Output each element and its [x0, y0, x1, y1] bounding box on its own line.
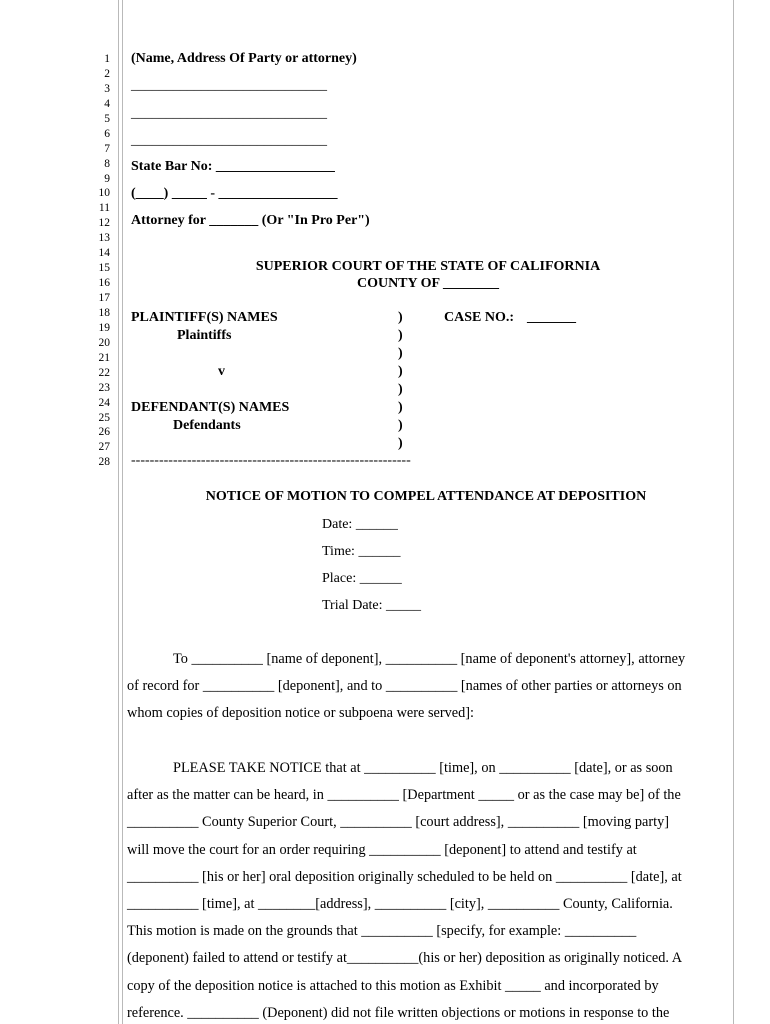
- paragraph-addressees: [127, 646, 719, 728]
- address-blank-3: ____________________________: [131, 133, 327, 148]
- left-margin-rule: [118, 0, 119, 1024]
- line-number: 25: [98, 411, 110, 424]
- line-number: 22: [98, 366, 110, 379]
- line-numbers: [90, 52, 110, 470]
- defendant-names: DEFENDANT(S) NAMES: [131, 400, 290, 415]
- line-number: 26: [98, 426, 110, 439]
- right-margin-rule: [733, 0, 734, 1024]
- line-number: 10: [98, 187, 110, 200]
- line-number: 15: [98, 262, 110, 275]
- hearing-date: Date: ______: [322, 517, 398, 532]
- state-bar-number: State Bar No: _________________: [131, 159, 335, 174]
- line-number: 24: [98, 396, 110, 409]
- caption-paren: ): [398, 310, 403, 325]
- court-name: SUPERIOR COURT OF THE STATE OF CALIFORNIA: [255, 259, 601, 274]
- paragraph-line: (deponent) failed to attend or testify at__________(his or her) deposition as originally noticed. A: [127, 950, 683, 967]
- line-number: 13: [98, 232, 110, 245]
- notice-title: NOTICE OF MOTION TO COMPEL ATTENDANCE AT DEPOSITION: [205, 489, 647, 504]
- paragraph-line: reference. __________ (Deponent) did not file written objections or motions in response to the: [127, 1004, 670, 1021]
- caption-paren: ): [398, 418, 403, 433]
- address-blank-1: ____________________________: [131, 78, 327, 93]
- line-number: 1: [104, 53, 110, 65]
- attorney-for: Attorney for _______ (Or "In Pro Per"): [131, 213, 370, 228]
- paragraph-line: of record for __________ [deponent], and to __________ [names of other parties or attorneys on: [127, 678, 682, 695]
- versus-label: v: [218, 364, 225, 379]
- left-margin-rule-inner: [122, 0, 123, 1024]
- line-number: 5: [104, 112, 110, 125]
- line-number: 11: [98, 202, 110, 215]
- line-number: 12: [98, 217, 110, 230]
- line-number: 28: [98, 456, 110, 469]
- paragraph-line: whom copies of deposition notice or subpoena were served]:: [127, 705, 474, 722]
- line-number: 17: [98, 292, 110, 304]
- line-number: 20: [98, 336, 110, 349]
- line-number: 18: [98, 306, 110, 319]
- paragraph-line: will move the court for an order requiring __________ [deponent] to attend and testify at: [127, 841, 637, 858]
- caption-paren: ): [398, 400, 403, 415]
- line-number: 4: [104, 97, 110, 110]
- paragraph-line: PLEASE TAKE NOTICE that at __________ [time], on __________ [date], or as soon: [173, 760, 673, 776]
- caption-paren: ): [398, 346, 403, 361]
- paragraph-line: __________ [his or her] oral deposition originally scheduled to be held on __________ [date], at: [127, 868, 682, 885]
- hearing-place: Place: ______: [322, 571, 402, 586]
- party-label: (Name, Address Of Party or attorney): [131, 51, 357, 66]
- line-number: 27: [98, 441, 110, 454]
- paragraph-line: after as the matter can be heard, in __________ [Department _____ or as the case may be] of the: [127, 787, 681, 804]
- paragraph-line: To __________ [name of deponent], __________ [name of deponent's attorney], attorney: [173, 651, 686, 667]
- line-number: 8: [104, 157, 110, 170]
- paragraph-line: __________ County Superior Court, __________ [court address], __________ [moving party]: [127, 814, 670, 831]
- phone-number: (____) _____ - _________________: [131, 186, 338, 201]
- court-county: COUNTY OF ________: [356, 276, 500, 291]
- trial-date: Trial Date: _____: [322, 598, 422, 613]
- line-number: 23: [98, 381, 110, 394]
- paragraph-notice: [127, 755, 719, 1024]
- caption-paren: ): [398, 436, 403, 451]
- paragraph-line: copy of the deposition notice is attached to this motion as Exhibit _____ and incorporated by: [127, 977, 659, 994]
- address-blank-2: ____________________________: [131, 106, 327, 121]
- line-number: 3: [104, 82, 110, 95]
- hearing-time: Time: ______: [322, 544, 401, 559]
- case-number-label: CASE NO.:: [444, 310, 515, 325]
- paragraph-line: __________ [time], at ________[address], __________ [city], __________ County, California.: [127, 896, 673, 913]
- caption-paren: ): [398, 382, 403, 397]
- caption-paren: ): [398, 328, 403, 343]
- paragraph-line: This motion is made on the grounds that __________ [specify, for example: __________: [127, 923, 637, 940]
- line-number: 7: [104, 142, 110, 155]
- defendants-label: Defendants: [173, 418, 241, 433]
- line-number: 6: [104, 127, 110, 140]
- plaintiff-names: PLAINTIFF(S) NAMES: [131, 310, 278, 325]
- line-number: 21: [98, 351, 110, 364]
- caption-paren: ): [398, 364, 403, 379]
- line-number: 9: [104, 172, 110, 185]
- line-number: 19: [98, 321, 110, 334]
- plaintiffs-label: Plaintiffs: [177, 328, 232, 343]
- case-number-blank: _______: [527, 310, 576, 325]
- line-number: 16: [98, 277, 110, 290]
- line-number: 14: [98, 247, 110, 260]
- line-number: 2: [104, 67, 110, 80]
- caption-divider: ------------------------------------------------------------: [131, 453, 411, 468]
